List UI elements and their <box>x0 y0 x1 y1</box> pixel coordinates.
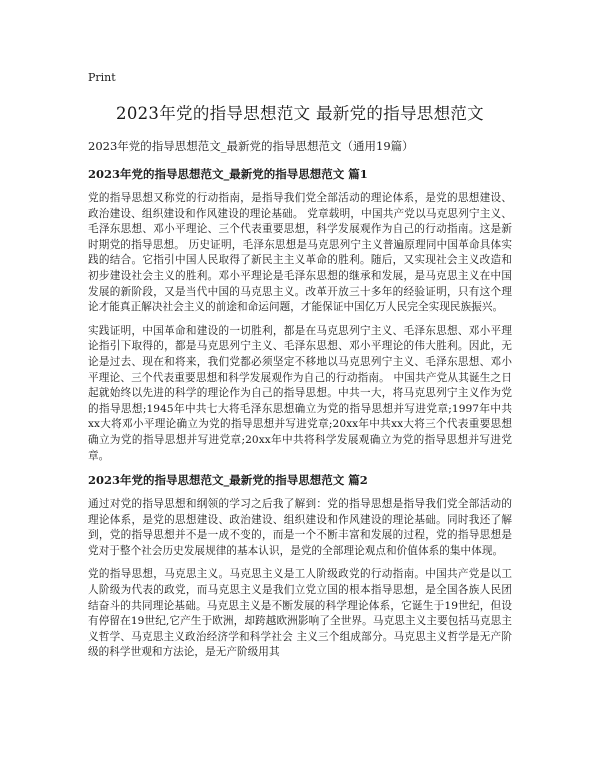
paragraph: 党的指导思想，马克思主义。马克思主义是工人阶级政党的行动指南。中国共产党是以工人阶级为代表的政党，而马克思主义是我们立党立国的根本指导思想，是全国各族人民团结奋斗的共同理论基础。马克思主义是不断发展的科学理论体系，它诞生于19世纪，但设有停留在19世纪,它产生于欧洲，却跨越欧洲影响了全世界。马克思主义主要包括马克思主义哲学、马克思主义政治经济学和科学社会 主义三个组成部分。马克思主义哲学是无产阶级的科学世观和方法论，是无产阶级用其 <box>88 568 512 659</box>
paragraph: 党的指导思想又称党的行动指南，是指导我们党全部活动的理论体系，是党的思想建设、政治建设、组织建设和作风建设的理论基础。 党章载明，中国共产党以马克思列宁主义、毛泽东思想、邓小平理论、三个代表重要思想，科学发展观作为自己的行动指南。这是新时期党的指导思想。 历史证明，毛泽东思想是马克思列宁主义普遍原理同中国革命具体实践的结合。它指引中国人民取得了新民主主义革命的胜利。随后，又实现社会主义改造和初步建设社会主义的胜利。邓小平理论是毛泽东思想的继承和发展，是马克思主义在中国发展的新阶段，又是当代中国的马克思主义。改革开放三十多年的经验证明，只有这个理论才能真正解决社会主义的前途和命运问题，才能保证中国亿万人民完全实现民族振兴。 <box>88 192 512 314</box>
section-2 <box>88 472 512 661</box>
section-heading: 2023年党的指导思想范文_最新党的指导思想范文 篇2 <box>88 473 368 488</box>
section-1 <box>88 166 512 464</box>
paragraph: 通过对党的指导思想和纲领的学习之后我了解到：党的指导思想是指导我们党全部活动的理论体系，是党的思想建设、政治建设、组织建设和作风建设的理论基础。同时我还了解到，党的指导思想并不是一成不变的，而是一个不断丰富和发展的过程，党的指导思想是党对于整个社会历史发展规律的基本认识，是党的全部理论观点和价值体系的集中体现。 <box>88 498 512 557</box>
print-label: Print <box>88 71 116 84</box>
section-heading: 2023年党的指导思想范文_最新党的指导思想范文 篇1 <box>88 167 368 181</box>
document-subtitle: 2023年党的指导思想范文_最新党的指导思想范文（通用19篇） <box>88 139 414 153</box>
document-title: 2023年党的指导思想范文 最新党的指导思想范文 <box>116 104 484 123</box>
paragraph: 实践证明，中国革命和建设的一切胜利，都是在马克思列宁主义、毛泽东思想、邓小平理论指引下取得的，都是马克思列宁主义、毛泽东思想、邓小平理论的伟大胜利。因此，无论是过去、现在和将来，我们党都必须坚定不移地以马克思列宁主义、毛泽东思想、邓小平理论、三个代表重要思想和科学发展观作为自己的行动指南。 中国共产党从其诞生之日起就始终以先进的科学的理论作为自己的指导思想。中共一大，将马克思列宁主义作为党的指导思想;1945年中共七大将毛泽东思想确立为党的指导思想并写进党章;1997年中共xx大将邓小平理论确立为党的指导思想并写进党章;20xx年中共xx大将三个代表重要思想确立为党的指导思想并写进党章;20xx年中共将科学发展观确立为党的指导思想并写进党章。 <box>88 324 512 462</box>
